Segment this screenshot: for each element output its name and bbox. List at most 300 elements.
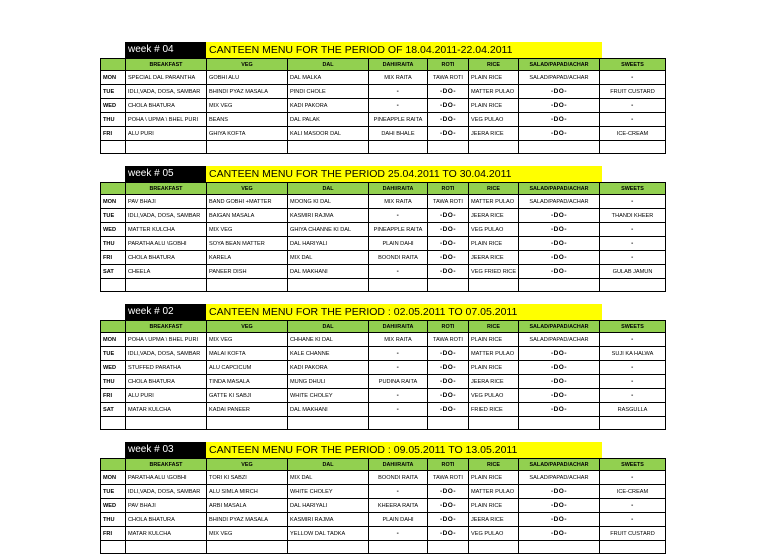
- menu-cell: -DO-: [519, 99, 600, 113]
- menu-cell: RASGULLA: [600, 403, 666, 417]
- blank-cell: [600, 541, 666, 554]
- menu-cell: ALU CAPCICUM: [207, 361, 288, 375]
- day-cell: WED: [101, 99, 126, 113]
- menu-cell: -: [369, 527, 428, 541]
- table-row: [101, 361, 666, 375]
- menu-cell: SALAD/PAPAD/ACHAR: [519, 71, 600, 85]
- column-header: SALAD/PAPAD/ACHAR: [519, 59, 600, 71]
- blank-cell: [207, 417, 288, 430]
- column-header: SALAD/PAPAD/ACHAR: [519, 459, 600, 471]
- menu-cell: MATAR KULCHA: [126, 403, 207, 417]
- table-row: [101, 209, 666, 223]
- week-label: week # 04: [125, 42, 206, 58]
- menu-cell: JEERA RICE: [469, 375, 519, 389]
- menu-cell: VEG PULAO: [469, 527, 519, 541]
- week-header: [100, 304, 602, 320]
- day-cell: FRI: [101, 127, 126, 141]
- menu-cell: SPECIAL DAL PARANTHA: [126, 71, 207, 85]
- table-row: [101, 499, 666, 513]
- menu-cell: -DO-: [519, 361, 600, 375]
- menu-cell: MIX RAITA: [369, 71, 428, 85]
- menu-cell: PINEAPPLE RAITA: [369, 223, 428, 237]
- menu-cell: MIX VEG: [207, 333, 288, 347]
- menu-cell: -: [369, 403, 428, 417]
- column-header-row: [101, 321, 666, 333]
- menu-cell: VEG PULAO: [469, 223, 519, 237]
- menu-cell: MIX DAL: [288, 471, 369, 485]
- menu-cell: KADI PAKORA: [288, 361, 369, 375]
- menu-cell: SALAD/PAPAD/ACHAR: [519, 195, 600, 209]
- menu-period-title: CANTEEN MENU FOR THE PERIOD : 02.05.2011 TO 07.05.2011: [206, 304, 602, 320]
- menu-cell: MIX VEG: [207, 99, 288, 113]
- column-header-blank: [101, 321, 126, 333]
- menu-cell: MATAR KULCHA: [126, 527, 207, 541]
- menu-cell: -: [600, 499, 666, 513]
- blank-cell: [469, 141, 519, 154]
- menu-cell: GOBHI ALU: [207, 71, 288, 85]
- menu-cell: MIX RAITA: [369, 195, 428, 209]
- menu-cell: -DO-: [519, 127, 600, 141]
- column-header-blank: [101, 183, 126, 195]
- header-spacer: [100, 166, 125, 182]
- menu-cell: PLAIN DAHI: [369, 237, 428, 251]
- menu-cell: BAND GOBHI +MATTER: [207, 195, 288, 209]
- menu-cell: PANEER DISH: [207, 265, 288, 279]
- menu-cell: -: [600, 513, 666, 527]
- column-header-blank: [101, 459, 126, 471]
- menu-table: [100, 320, 666, 430]
- blank-cell: [519, 279, 600, 292]
- menu-cell: DAL PALAK: [288, 113, 369, 127]
- menu-cell: MUNG DHULI: [288, 375, 369, 389]
- menu-cell: POHA \ UPMA \ BHEL PURI: [126, 113, 207, 127]
- menu-cell: FRUIT CUSTARD: [600, 85, 666, 99]
- menu-cell: TORI KI SABZI: [207, 471, 288, 485]
- blank-cell: [428, 541, 469, 554]
- menu-cell: KARELA: [207, 251, 288, 265]
- day-cell: FRI: [101, 389, 126, 403]
- column-header: VEG: [207, 321, 288, 333]
- menu-cell: PLAIN RICE: [469, 237, 519, 251]
- blank-cell: [469, 279, 519, 292]
- table-row: [101, 127, 666, 141]
- menu-cell: TAWA ROTI: [428, 333, 469, 347]
- menu-cell: -: [369, 389, 428, 403]
- menu-cell: BHINDI PYAZ MASALA: [207, 513, 288, 527]
- menu-cell: -DO-: [428, 527, 469, 541]
- menu-cell: KASMIRI RAJMA: [288, 209, 369, 223]
- table-row: [101, 389, 666, 403]
- menu-cell: -DO-: [428, 265, 469, 279]
- day-cell: TUE: [101, 485, 126, 499]
- menu-cell: IDLI,VADA, DOSA, SAMBAR: [126, 485, 207, 499]
- menu-cell: -DO-: [519, 513, 600, 527]
- week-block: [100, 442, 665, 554]
- menu-cell: BHINDI PYAZ MASALA: [207, 85, 288, 99]
- day-cell: TUE: [101, 347, 126, 361]
- menu-cell: -DO-: [428, 237, 469, 251]
- menu-cell: MIX VEG: [207, 527, 288, 541]
- menu-cell: KHEERA RAITA: [369, 499, 428, 513]
- menu-cell: PARATHA ALU \GOBHI: [126, 237, 207, 251]
- menu-cell: BAIGAN MASALA: [207, 209, 288, 223]
- blank-cell: [101, 541, 126, 554]
- menu-cell: -: [600, 251, 666, 265]
- menu-cell: PLAIN RICE: [469, 333, 519, 347]
- week-block: [100, 42, 665, 154]
- menu-cell: CHOLA BHATURA: [126, 251, 207, 265]
- menu-cell: POHA \ UPMA \ BHEL PURI: [126, 333, 207, 347]
- column-header: DAHI/RAITA: [369, 59, 428, 71]
- menu-cell: BEANS: [207, 113, 288, 127]
- menu-cell: DAL MAKHANI: [288, 403, 369, 417]
- column-header: ROTI: [428, 459, 469, 471]
- block-gap: [100, 292, 665, 304]
- blank-cell: [369, 417, 428, 430]
- day-cell: MON: [101, 71, 126, 85]
- table-row: [101, 375, 666, 389]
- day-cell: THU: [101, 237, 126, 251]
- menu-cell: -DO-: [428, 209, 469, 223]
- menu-cell: -DO-: [519, 389, 600, 403]
- menu-cell: MATTER PULAO: [469, 347, 519, 361]
- menu-cell: -: [369, 485, 428, 499]
- menu-table: [100, 58, 666, 154]
- menu-cell: PLAIN RICE: [469, 499, 519, 513]
- menu-cell: IDLI,VADA, DOSA, SAMBAR: [126, 347, 207, 361]
- menu-cell: MATTER KULCHA: [126, 223, 207, 237]
- table-row: [101, 195, 666, 209]
- menu-cell: -DO-: [428, 347, 469, 361]
- menu-table: [100, 182, 666, 292]
- block-gap: [100, 154, 665, 166]
- menu-cell: -DO-: [428, 99, 469, 113]
- column-header: SALAD/PAPAD/ACHAR: [519, 321, 600, 333]
- menu-cell: -DO-: [428, 513, 469, 527]
- blank-cell: [469, 541, 519, 554]
- blank-cell: [288, 541, 369, 554]
- blank-cell: [288, 417, 369, 430]
- week-block: [100, 166, 665, 292]
- day-cell: WED: [101, 223, 126, 237]
- column-header: ROTI: [428, 59, 469, 71]
- column-header: RICE: [469, 321, 519, 333]
- menu-cell: PUDINA RAITA: [369, 375, 428, 389]
- menu-cell: -DO-: [519, 485, 600, 499]
- blank-cell: [600, 279, 666, 292]
- day-cell: TUE: [101, 85, 126, 99]
- column-header: BREAKFAST: [126, 321, 207, 333]
- menu-cell: IDLI,VADA, DOSA, SAMBAR: [126, 209, 207, 223]
- column-header: BREAKFAST: [126, 59, 207, 71]
- column-header: DAL: [288, 59, 369, 71]
- column-header: RICE: [469, 59, 519, 71]
- blank-cell: [519, 541, 600, 554]
- menu-cell: BOONDI RAITA: [369, 251, 428, 265]
- menu-cell: SALAD/PAPAD/ACHAR: [519, 333, 600, 347]
- table-row: [101, 113, 666, 127]
- week-label: week # 02: [125, 304, 206, 320]
- menu-cell: JEERA RICE: [469, 251, 519, 265]
- table-row: [101, 347, 666, 361]
- menu-period-title: CANTEEN MENU FOR THE PERIOD OF 18.04.2011-22.04.2011: [206, 42, 602, 58]
- blank-row: [101, 141, 666, 154]
- menu-cell: PLAIN RICE: [469, 99, 519, 113]
- blank-cell: [369, 279, 428, 292]
- menu-cell: -DO-: [519, 113, 600, 127]
- menu-cell: MIX VEG: [207, 223, 288, 237]
- menu-cell: MOONG KI DAL: [288, 195, 369, 209]
- week-header: [100, 42, 602, 58]
- menu-period-title: CANTEEN MENU FOR THE PERIOD : 09.05.2011 TO 13.05.2011: [206, 442, 602, 458]
- column-header: RICE: [469, 183, 519, 195]
- header-spacer: [100, 442, 125, 458]
- menu-cell: FRIED RICE: [469, 403, 519, 417]
- column-header: SWEETS: [600, 59, 666, 71]
- menu-cell: FRUIT CUSTARD: [600, 527, 666, 541]
- menu-cell: -DO-: [428, 485, 469, 499]
- menu-cell: ICE-CREAM: [600, 127, 666, 141]
- blank-cell: [369, 541, 428, 554]
- menu-cell: PINEAPPLE RAITA: [369, 113, 428, 127]
- menu-cell: KALI MASOOR DAL: [288, 127, 369, 141]
- blank-cell: [207, 279, 288, 292]
- table-row: [101, 485, 666, 499]
- week-block: [100, 304, 665, 430]
- blank-row: [101, 541, 666, 554]
- menu-cell: PAV BHAJI: [126, 195, 207, 209]
- blank-cell: [101, 141, 126, 154]
- header-spacer: [100, 42, 125, 58]
- menu-cell: CHEELA: [126, 265, 207, 279]
- menu-cell: DAL MALKA: [288, 71, 369, 85]
- blank-cell: [101, 279, 126, 292]
- menu-cell: YELLOW DAL TADKA: [288, 527, 369, 541]
- menu-cell: PLAIN RICE: [469, 71, 519, 85]
- menu-cell: -: [600, 223, 666, 237]
- menu-cell: -DO-: [519, 85, 600, 99]
- menu-cell: SUJI KA HALWA: [600, 347, 666, 361]
- blank-cell: [126, 279, 207, 292]
- menu-cell: -DO-: [519, 265, 600, 279]
- menu-cell: DAHI BHALE: [369, 127, 428, 141]
- table-row: [101, 71, 666, 85]
- blank-row: [101, 417, 666, 430]
- blank-cell: [288, 141, 369, 154]
- week-header: [100, 166, 602, 182]
- column-header: VEG: [207, 183, 288, 195]
- menu-cell: WHITE CHOLEY: [288, 389, 369, 403]
- column-header: DAL: [288, 321, 369, 333]
- day-cell: SAT: [101, 265, 126, 279]
- menu-cell: -DO-: [428, 361, 469, 375]
- column-header: DAHI/RAITA: [369, 321, 428, 333]
- menu-cell: DAL MAKHANI: [288, 265, 369, 279]
- menu-cell: -DO-: [519, 237, 600, 251]
- table-row: [101, 223, 666, 237]
- menu-cell: TINDA MASALA: [207, 375, 288, 389]
- column-header: VEG: [207, 59, 288, 71]
- menu-cell: TAWA ROTI: [428, 71, 469, 85]
- table-row: [101, 333, 666, 347]
- column-header-row: [101, 59, 666, 71]
- menu-period-title: CANTEEN MENU FOR THE PERIOD 25.04.2011 TO 30.04.2011: [206, 166, 602, 182]
- day-cell: MON: [101, 195, 126, 209]
- menu-cell: -DO-: [428, 389, 469, 403]
- menu-cell: -: [369, 85, 428, 99]
- blank-cell: [519, 141, 600, 154]
- week-label: week # 03: [125, 442, 206, 458]
- menu-cell: -DO-: [519, 209, 600, 223]
- menu-cell: -: [600, 237, 666, 251]
- menu-cell: JEERA RICE: [469, 127, 519, 141]
- menu-cell: ALU PURI: [126, 127, 207, 141]
- menu-cell: -DO-: [519, 403, 600, 417]
- day-cell: THU: [101, 513, 126, 527]
- menu-cell: PAV BHAJI: [126, 499, 207, 513]
- table-row: [101, 403, 666, 417]
- menu-cell: PINDI CHOLE: [288, 85, 369, 99]
- menu-cell: GHIYA KOFTA: [207, 127, 288, 141]
- blank-cell: [428, 141, 469, 154]
- menu-cell: MATTER PULAO: [469, 485, 519, 499]
- menu-cell: -: [369, 361, 428, 375]
- menu-cell: -DO-: [428, 251, 469, 265]
- blank-cell: [101, 417, 126, 430]
- menu-cell: JEERA RICE: [469, 209, 519, 223]
- menu-cell: -: [600, 113, 666, 127]
- week-header: [100, 442, 602, 458]
- menu-cell: STUFFED PARATHA: [126, 361, 207, 375]
- menu-cell: TAWA ROTI: [428, 471, 469, 485]
- menu-cell: MIX RAITA: [369, 333, 428, 347]
- menu-cell: -: [600, 471, 666, 485]
- menu-cell: KADAI PANEER: [207, 403, 288, 417]
- column-header-blank: [101, 59, 126, 71]
- column-header: RICE: [469, 459, 519, 471]
- menu-cell: ARBI MASALA: [207, 499, 288, 513]
- blank-cell: [207, 141, 288, 154]
- day-cell: SAT: [101, 403, 126, 417]
- menu-cell: -: [369, 99, 428, 113]
- column-header: SALAD/PAPAD/ACHAR: [519, 183, 600, 195]
- menu-cell: -: [600, 361, 666, 375]
- menu-cell: KALE CHANNE: [288, 347, 369, 361]
- column-header: BREAKFAST: [126, 183, 207, 195]
- day-cell: WED: [101, 499, 126, 513]
- menu-cell: -DO-: [428, 223, 469, 237]
- menu-cell: -DO-: [428, 113, 469, 127]
- column-header: SWEETS: [600, 321, 666, 333]
- blank-cell: [288, 279, 369, 292]
- menu-cell: VEG FRIED RICE: [469, 265, 519, 279]
- blank-cell: [126, 541, 207, 554]
- menu-table: [100, 458, 666, 554]
- column-header: SWEETS: [600, 183, 666, 195]
- header-spacer: [100, 304, 125, 320]
- table-row: [101, 237, 666, 251]
- day-cell: THU: [101, 113, 126, 127]
- column-header: VEG: [207, 459, 288, 471]
- blank-cell: [428, 279, 469, 292]
- blank-cell: [519, 417, 600, 430]
- menu-sheet: [100, 42, 665, 554]
- menu-cell: -DO-: [428, 499, 469, 513]
- table-row: [101, 513, 666, 527]
- blank-cell: [369, 141, 428, 154]
- menu-cell: -DO-: [428, 403, 469, 417]
- menu-cell: CHHANE KI DAL: [288, 333, 369, 347]
- menu-cell: MATTER PULAO: [469, 85, 519, 99]
- table-row: [101, 527, 666, 541]
- table-row: [101, 265, 666, 279]
- block-gap: [100, 430, 665, 442]
- menu-cell: -: [600, 375, 666, 389]
- day-cell: WED: [101, 361, 126, 375]
- menu-cell: -: [369, 265, 428, 279]
- column-header-row: [101, 459, 666, 471]
- column-header: DAL: [288, 183, 369, 195]
- menu-cell: BOONDI RAITA: [369, 471, 428, 485]
- menu-cell: -: [369, 209, 428, 223]
- menu-cell: MATTER PULAO: [469, 195, 519, 209]
- menu-cell: CHOLA BHATURA: [126, 375, 207, 389]
- menu-cell: -DO-: [519, 527, 600, 541]
- menu-cell: JEERA RICE: [469, 513, 519, 527]
- menu-cell: SALAD/PAPAD/ACHAR: [519, 471, 600, 485]
- menu-cell: PARATHA ALU \GOBHI: [126, 471, 207, 485]
- blank-cell: [207, 541, 288, 554]
- blank-row: [101, 279, 666, 292]
- menu-cell: PLAIN RICE: [469, 471, 519, 485]
- menu-cell: TAWA ROTI: [428, 195, 469, 209]
- table-row: [101, 85, 666, 99]
- menu-cell: KASMIRI RAJMA: [288, 513, 369, 527]
- menu-cell: -DO-: [428, 127, 469, 141]
- day-cell: THU: [101, 375, 126, 389]
- menu-cell: -: [600, 99, 666, 113]
- menu-cell: -: [369, 347, 428, 361]
- day-cell: FRI: [101, 527, 126, 541]
- column-header: ROTI: [428, 183, 469, 195]
- day-cell: MON: [101, 471, 126, 485]
- menu-cell: ICE-CREAM: [600, 485, 666, 499]
- menu-cell: VEG PULAO: [469, 389, 519, 403]
- menu-cell: -: [600, 71, 666, 85]
- week-label: week # 05: [125, 166, 206, 182]
- menu-cell: -: [600, 333, 666, 347]
- menu-cell: GHIYA CHANNE KI DAL: [288, 223, 369, 237]
- day-cell: TUE: [101, 209, 126, 223]
- menu-cell: -DO-: [519, 251, 600, 265]
- column-header: DAHI/RAITA: [369, 459, 428, 471]
- menu-cell: CHOLA BHATURA: [126, 99, 207, 113]
- table-row: [101, 251, 666, 265]
- menu-cell: -DO-: [519, 499, 600, 513]
- blank-cell: [126, 141, 207, 154]
- menu-cell: DAL HARIYALI: [288, 237, 369, 251]
- menu-cell: ALU PURI: [126, 389, 207, 403]
- menu-cell: -: [600, 389, 666, 403]
- column-header: BREAKFAST: [126, 459, 207, 471]
- menu-cell: -DO-: [519, 347, 600, 361]
- menu-cell: -DO-: [519, 375, 600, 389]
- column-header-row: [101, 183, 666, 195]
- day-cell: MON: [101, 333, 126, 347]
- menu-cell: -DO-: [519, 223, 600, 237]
- menu-cell: -: [600, 195, 666, 209]
- day-cell: FRI: [101, 251, 126, 265]
